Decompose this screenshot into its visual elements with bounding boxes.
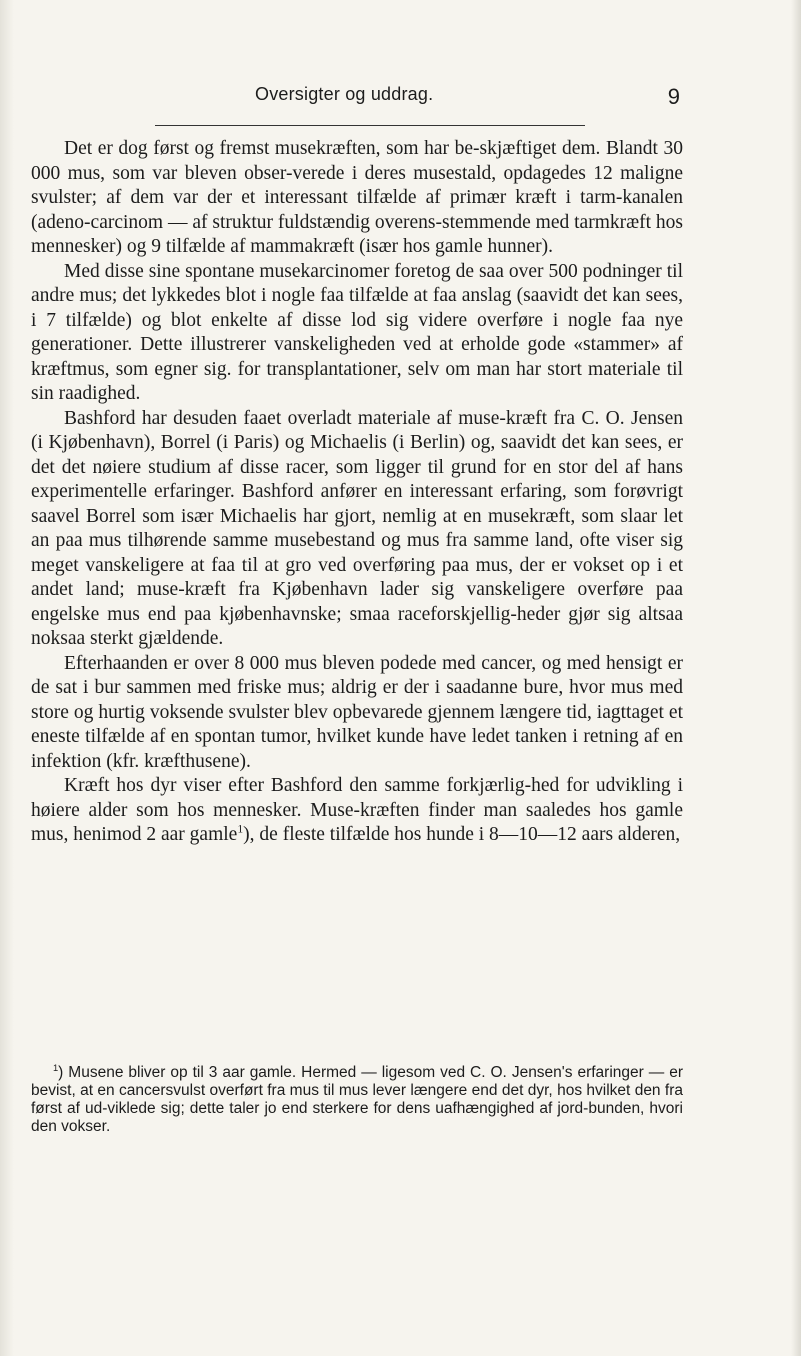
paragraph: Bashford har desuden faaet overladt materiale af muse-kræft fra C. O. Jensen (i Kjøbenhavn), Borrel (i Paris) og Michaelis (i Berlin) og, saavidt det kan sees, er det det nøiere studium af disse racer, som ligger til grund for en stor del af hans experimentelle erfaringer. Bashford anfører en interessant erfaring, som forøvrigt saavel Borrel som især Michaelis har gjort, nemlig at en musekræft, som slaar let an paa mus tilhørende samme musebestand og mus fra samme land, ofte viser sig meget vanskeligere at faa til at gro ved overføring paa mus, der er vokset op i et andet land; muse-kræft fra Kjøbenhavn lader sig vanskeligere overføre paa engelske mus end paa kjøbenhavnske; smaa raceforskjellig-heder gjør sig altsaa noksaa sterkt gjældende.: [31, 407, 683, 649]
body-text: [31, 137, 683, 848]
page-edge-left: [0, 0, 14, 1356]
footnote-reference: 1: [237, 822, 244, 836]
paragraph-text-start: Kræft hos dyr viser efter Bashford den samme forkjærlig-hed for udvikling i høiere alder som hos mennesker. Muse-kræften finder man saaledes hos gamle mus, henimod 2 aar gamle: [31, 775, 683, 845]
paragraph-text-end: , de fleste tilfælde hos hunde i 8—10—12 aars alderen,: [249, 824, 681, 845]
paragraph: Det er dog først og fremst musekræften, som har be-skjæftiget dem. Blandt 30 000 mus, som var bleven obser-verede i deres musestald, opdagedes 12 maligne svulster; af dem var der et interessant tilfælde af primær kræft i tarm-kanalen (adeno-carcinom — af struktur fuldstændig overens-stemmende med tarmkræft hos mennesker) og 9 tilfælde af mammakræft (især hos gamle hunner).: [31, 138, 683, 257]
paragraph: Efterhaanden er over 8 000 mus bleven podede med cancer, og med hensigt er de sat i bur sammen med friske mus; aldrig er der i saadanne bure, hvor mus med store og hurtig voksende svulster blev opbevarede gjennem længere tid, iagttaget et eneste tilfælde af en spontan tumor, hvilket kunde have ledet tanken i retning af en infektion (kfr. kræfthusene).: [31, 652, 683, 772]
header-rule: [155, 125, 585, 126]
footnote-marker: 1: [53, 1062, 59, 1073]
page-number: 9: [667, 84, 680, 109]
footnote-text: Musene bliver op til 3 aar gamle. Hermed — ligesom ved C. O. Jensen's erfaringer — er bevist, at en cancersvulst overført fra mus til mus lever længere end det dyr, hos hvilket den fra først af ud-viklede sig; dette taler jo end sterkere for dens uafhængighed af jord-bunden, hvori den vokser.: [31, 1064, 684, 1135]
page-edge-right: [791, 0, 801, 1356]
paragraph: Med disse sine spontane musekarcinomer foretog de saa over 500 podninger til andre mus; det lykkedes blot i nogle faa tilfælde at faa anslag (saavidt det kan sees, i 7 tilfælde) og blot enkelte af disse lod sig videre overføre i nogle faa nye generationer. Dette illustrerer vanskeligheden ved at erholde gode «stammer» af kræftmus, som egner sig. for transplantationer, selv om man har stort materiale til sin raadighed.: [31, 260, 683, 404]
page-header: [40, 84, 680, 120]
paragraph: Kræft hos dyr viser efter Bashford den samme forkjærlig-hed for udvikling i høiere alder som hos mennesker. Muse-kræften finder man saaledes hos gamle mus, henimod 2 aar gamle$^1$), de fleste tilfælde hos hunde i 8—10—12 aars alderen,: [31, 775, 683, 845]
footnotes: [31, 1064, 683, 1136]
footnote: $^1$) Musene bliver op til 3 aar gamle. Hermed — ligesom ved C. O. Jensen's erfaringer — er bevist, at en cancersvulst overført fra mus til mus lever længere end det dyr, hos hvilket den fra først af ud-viklede sig; dette taler jo end sterkere for dens uafhængighed af jord-bunden, hvori den vokser.: [31, 1062, 684, 1135]
running-title: Oversigter og uddrag.: [255, 84, 434, 104]
